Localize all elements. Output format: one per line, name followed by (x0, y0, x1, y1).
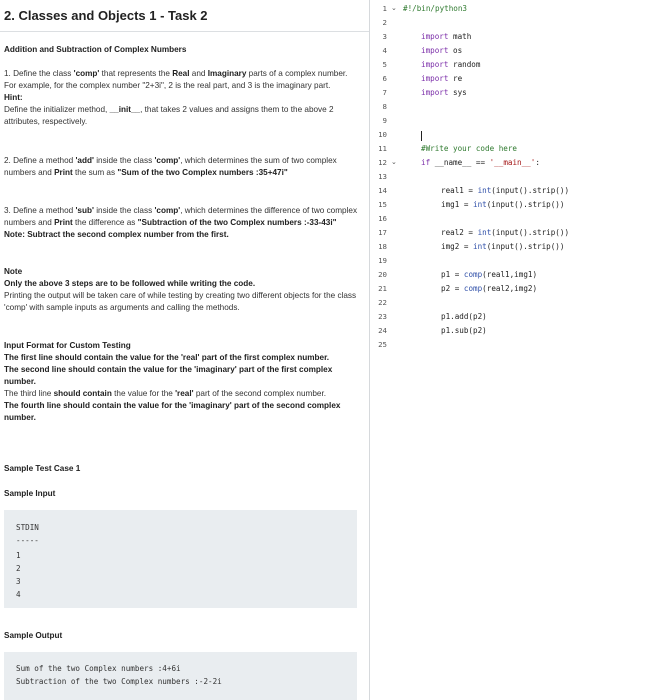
step-1-text: 1. Define the class 'comp' that represents the Real and Imaginary parts of a complex number. For example, for the complex number "2+3i", 2 is the real part, and 3 is the imaginary part. Hint: Define the initializer method, __init__, that takes 2 values and assigns them to the above 2 attributes, respectively. (4, 69, 348, 126)
line-number: 11 (378, 144, 387, 153)
line-number: 17 (378, 228, 387, 237)
step-2-text: 2. Define a method 'add' inside the class 'comp', which determines the sum of two complex numbers and Print the sum as "Sum of the two Complex numbers :35+47i" (4, 156, 337, 177)
sample-output-label: Sample Output (4, 631, 63, 640)
line-number: 8 (382, 102, 387, 111)
line-number: 20 (378, 270, 387, 279)
code-line: real2 = int(input().strip()) (441, 228, 570, 237)
input-line: 1 (16, 551, 21, 560)
line-number: 3 (382, 32, 387, 41)
code-editor[interactable] (371, 0, 651, 700)
code-line: p1 = comp(real1,img1) (441, 270, 538, 279)
input-line: 4 (16, 590, 21, 599)
code-line: p2 = comp(real2,img2) (441, 284, 538, 293)
line-number: 10 (378, 130, 387, 139)
code-line: real1 = int(input().strip()) (441, 186, 570, 195)
line-number: 14 (378, 186, 387, 195)
stdin-rule: ----- (16, 536, 39, 545)
sample-test-case-label: Sample Test Case 1 (4, 464, 81, 473)
code-line: p1.add(p2) (441, 312, 487, 321)
import-line: import math (421, 32, 472, 41)
fold-chevron-icon[interactable]: ⌄ (391, 5, 397, 12)
line-number: 25 (378, 340, 387, 349)
line-number: 16 (378, 214, 387, 223)
sample-input-box (4, 510, 357, 608)
line-number: 19 (378, 256, 387, 265)
step-3-text: 3. Define a method 'sub' inside the class 'comp', which determines the difference of two complex numbers and Print the difference as "Subtraction of the two Complex numbers :-33-43i" Note: Subtract the second complex number from the first. (4, 206, 358, 239)
input-format-text: Input Format for Custom Testing The first line should contain the value for the 'real' part of the first complex number. The second line should contain the value for the 'imaginary' part of the first complex number. The third line should contain the value for the 'real' part of the second complex number. The fourth line should contain the value for the 'imaginary' part of the second complex number. (4, 341, 341, 422)
line-number: 5 (382, 60, 387, 69)
code-line: img2 = int(input().strip()) (441, 242, 565, 251)
code-line: img1 = int(input().strip()) (441, 200, 565, 209)
note-text: Note Only the above 3 steps are to be followed while writing the code. Printing the output will be taken care of while testing by creating two different objects for the class 'comp' with sample inputs as arguments and calling the methods. (4, 267, 357, 312)
line-number: 18 (378, 242, 387, 251)
sample-input-label: Sample Input (4, 489, 56, 498)
output-line: Sum of the two Complex numbers :4+6i (16, 664, 181, 673)
sample-output-box (4, 652, 357, 700)
import-line: import re (421, 74, 463, 83)
import-line: import sys (421, 88, 467, 97)
stdin-label: STDIN (16, 523, 39, 532)
line-number: 23 (378, 312, 387, 321)
fold-chevron-icon[interactable]: ⌄ (391, 159, 397, 166)
import-line: import os (421, 46, 463, 55)
page-title: 2. Classes and Objects 1 - Task 2 (4, 8, 208, 23)
line-number: 24 (378, 326, 387, 335)
line-number: 2 (382, 18, 387, 27)
comment-line: #Write your code here (421, 144, 518, 153)
line-number: 21 (378, 284, 387, 293)
section-heading: Addition and Subtraction of Complex Numbers (4, 45, 187, 54)
line-number: 1 (382, 4, 387, 13)
line-number: 12 (378, 158, 387, 167)
shebang-line: #!/bin/python3 (403, 4, 468, 13)
text-cursor (421, 131, 422, 141)
line-number: 4 (382, 46, 387, 55)
line-number: 7 (382, 88, 387, 97)
input-line: 3 (16, 577, 21, 586)
output-line: Subtraction of the two Complex numbers :-2-2i (16, 677, 222, 686)
line-number: 22 (378, 298, 387, 307)
main-guard-line: if __name__ == '__main__': (421, 158, 540, 167)
line-number: 9 (382, 116, 387, 125)
import-line: import random (421, 60, 481, 69)
title-divider (0, 31, 370, 32)
line-number: 15 (378, 200, 387, 209)
code-line: p1.sub(p2) (441, 326, 487, 335)
line-number: 13 (378, 172, 387, 181)
input-line: 2 (16, 564, 21, 573)
line-number: 6 (382, 74, 387, 83)
